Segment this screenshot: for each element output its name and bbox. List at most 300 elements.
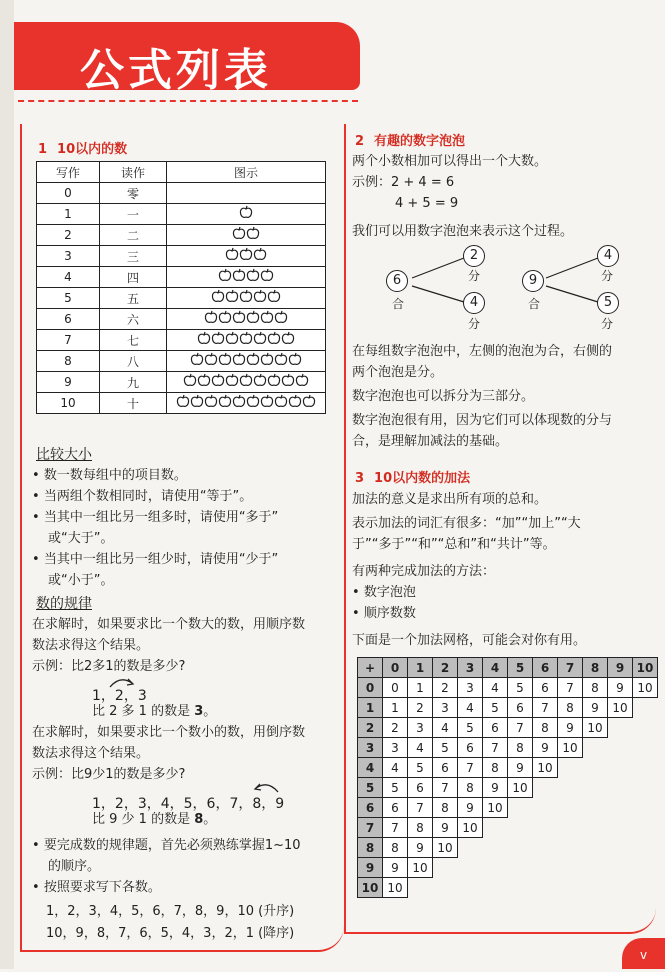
written-number: 5 xyxy=(37,288,100,309)
table-row xyxy=(37,246,326,267)
grid-sum-cell: 8 xyxy=(408,818,433,838)
grid-sum-cell: 5 xyxy=(383,778,408,798)
table-row xyxy=(37,393,326,414)
grid-row-header: 2 xyxy=(358,718,383,738)
part-label: 分 xyxy=(468,317,481,331)
grid-empty-cell xyxy=(633,718,658,738)
list-item: • 数一数每组中的项目数。 xyxy=(32,466,187,486)
paragraph: 有两种完成加法的方法： xyxy=(352,564,496,579)
grid-sum-cell: 4 xyxy=(433,718,458,738)
apple-icon xyxy=(260,313,274,328)
paragraph: 数字泡泡很有用，因为它们可以体现数的分与 xyxy=(352,413,613,428)
apple-icon xyxy=(281,376,295,391)
apple-icon xyxy=(246,313,260,328)
grid-sum-cell: 7 xyxy=(433,778,458,798)
grid-sum-cell: 8 xyxy=(458,778,483,798)
apple-icon xyxy=(267,334,281,349)
grid-empty-cell xyxy=(558,838,583,858)
apple-icon xyxy=(274,355,288,370)
grid-sum-cell: 6 xyxy=(483,718,508,738)
grid-row-header: 7 xyxy=(358,818,383,838)
grid-empty-cell xyxy=(633,838,658,858)
grid-empty-cell xyxy=(608,798,633,818)
paragraph: 两个泡泡是分。 xyxy=(352,365,444,380)
apple-icon xyxy=(218,397,232,412)
grid-sum-cell: 10 xyxy=(383,878,408,898)
written-number: 4 xyxy=(37,267,100,288)
grid-row-header: 6 xyxy=(358,798,383,818)
grid-sum-cell: 7 xyxy=(483,738,508,758)
list-item: • 当两组个数相同时，请使用“等于”。 xyxy=(32,487,252,507)
apple-icon xyxy=(232,313,246,328)
grid-header-cell: 3 xyxy=(458,658,483,678)
grid-empty-cell xyxy=(583,878,608,898)
apple-icon xyxy=(267,292,281,307)
grid-empty-cell xyxy=(558,778,583,798)
grid-empty-cell xyxy=(583,818,608,838)
grid-sum-cell: 4 xyxy=(383,758,408,778)
grid-sum-cell: 1 xyxy=(408,678,433,698)
paragraph: 在求解时，如果要求比一个数大的数，用顺序数 xyxy=(32,617,306,632)
apple-icon xyxy=(211,376,225,391)
grid-row-header: 4 xyxy=(358,758,383,778)
grid-empty-cell xyxy=(508,858,533,878)
list-item-cont: 或“小于”。 xyxy=(48,573,114,588)
grid-sum-cell: 3 xyxy=(433,698,458,718)
read-number: 一 xyxy=(100,204,167,225)
grid-sum-cell: 6 xyxy=(533,678,558,698)
grid-empty-cell xyxy=(608,718,633,738)
grid-sum-cell: 6 xyxy=(383,798,408,818)
apple-icon xyxy=(176,397,190,412)
apple-icon xyxy=(246,229,260,244)
numbers-table xyxy=(36,161,326,414)
pattern-heading: 数的规律 xyxy=(36,596,92,612)
apple-icon xyxy=(260,271,274,286)
read-number: 六 xyxy=(100,309,167,330)
read-number: 三 xyxy=(100,246,167,267)
whole-bubble: 9 xyxy=(522,270,544,292)
grid-sum-cell: 4 xyxy=(458,698,483,718)
grid-empty-cell xyxy=(533,878,558,898)
section-1-heading xyxy=(38,138,127,157)
grid-header-cell: 6 xyxy=(533,658,558,678)
addition-grid xyxy=(357,657,658,898)
table-header: 图示 xyxy=(167,162,326,183)
grid-empty-cell xyxy=(483,878,508,898)
apple-icon xyxy=(288,355,302,370)
grid-sum-cell: 9 xyxy=(508,758,533,778)
grid-empty-cell xyxy=(608,858,633,878)
grid-sum-cell: 7 xyxy=(533,698,558,718)
paragraph: 两个小数相加可以得出一个大数。 xyxy=(352,154,548,169)
apple-icon xyxy=(218,271,232,286)
page-edge xyxy=(0,0,14,969)
grid-sum-cell: 8 xyxy=(558,698,583,718)
grid-sum-cell: 6 xyxy=(508,698,533,718)
apple-icon xyxy=(246,271,260,286)
grid-sum-cell: 10 xyxy=(458,818,483,838)
grid-row xyxy=(358,838,658,858)
grid-row-header: 3 xyxy=(358,738,383,758)
grid-header-cell: 1 xyxy=(408,658,433,678)
apple-icon xyxy=(239,250,253,265)
grid-empty-cell xyxy=(583,838,608,858)
apple-icon xyxy=(253,376,267,391)
example-sequence: 1，2，3，4，5，6，7，8，9 xyxy=(92,796,285,812)
example-answer: 比 2 多 1 的数是 3。 xyxy=(92,704,217,719)
grid-sum-cell: 10 xyxy=(633,678,658,698)
list-item: • 顺序数数 xyxy=(352,604,416,624)
apple-icon xyxy=(260,397,274,412)
grid-row-header: 9 xyxy=(358,858,383,878)
section-title: 10以内的数 xyxy=(57,142,128,157)
grid-header-cell: 4 xyxy=(483,658,508,678)
grid-empty-cell xyxy=(583,738,608,758)
page-number-tab: v xyxy=(622,938,665,969)
apple-icon xyxy=(274,313,288,328)
written-number: 7 xyxy=(37,330,100,351)
grid-row-header: 1 xyxy=(358,698,383,718)
apple-icon xyxy=(302,397,316,412)
grid-empty-cell xyxy=(433,858,458,878)
apple-icon xyxy=(260,355,274,370)
grid-empty-cell xyxy=(583,758,608,778)
grid-empty-cell xyxy=(533,838,558,858)
apple-icon xyxy=(253,292,267,307)
table-row xyxy=(37,225,326,246)
read-number: 八 xyxy=(100,351,167,372)
table-row xyxy=(37,372,326,393)
read-number: 二 xyxy=(100,225,167,246)
paragraph: 在求解时，如果要求比一个数小的数，用倒序数 xyxy=(32,725,306,740)
grid-row xyxy=(358,878,658,898)
grid-sum-cell: 5 xyxy=(433,738,458,758)
apple-icon xyxy=(225,292,239,307)
whole-bubble: 6 xyxy=(386,270,408,292)
list-item: • 数字泡泡 xyxy=(352,583,416,603)
apple-icon xyxy=(232,397,246,412)
table-row xyxy=(37,204,326,225)
grid-empty-cell xyxy=(608,838,633,858)
grid-empty-cell xyxy=(458,838,483,858)
grid-empty-cell xyxy=(483,818,508,838)
grid-sum-cell: 10 xyxy=(433,838,458,858)
grid-row-header: 10 xyxy=(358,878,383,898)
section-number: 2 xyxy=(355,134,365,149)
apple-illustration xyxy=(167,288,326,309)
paragraph: 合，是理解加减法的基础。 xyxy=(352,434,509,449)
grid-empty-cell xyxy=(433,878,458,898)
apple-icon xyxy=(225,250,239,265)
grid-header-cell: 10 xyxy=(633,658,658,678)
example-line: 4 + 5 = 9 xyxy=(395,196,459,211)
apple-icon xyxy=(267,376,281,391)
apple-icon xyxy=(211,292,225,307)
grid-header-cell: + xyxy=(358,658,383,678)
grid-row xyxy=(358,678,658,698)
paragraph: 于”“多于”“和”“总和”和“共计”等。 xyxy=(352,537,556,552)
grid-sum-cell: 9 xyxy=(408,838,433,858)
grid-header-cell: 0 xyxy=(383,658,408,678)
paragraph: 数法求得这个结果。 xyxy=(32,746,150,761)
grid-empty-cell xyxy=(583,858,608,878)
written-number: 0 xyxy=(37,183,100,204)
grid-sum-cell: 2 xyxy=(408,698,433,718)
grid-sum-cell: 7 xyxy=(458,758,483,778)
grid-header-cell: 5 xyxy=(508,658,533,678)
section-title: 有趣的数字泡泡 xyxy=(374,134,466,149)
descending-order: 10，9，8，7，6，5，4，3，2，1 (降序) xyxy=(46,926,295,941)
grid-sum-cell: 9 xyxy=(533,738,558,758)
grid-sum-cell: 2 xyxy=(383,718,408,738)
title-divider xyxy=(18,100,358,102)
grid-empty-cell xyxy=(558,798,583,818)
read-number: 七 xyxy=(100,330,167,351)
grid-empty-cell xyxy=(483,858,508,878)
grid-sum-cell: 4 xyxy=(483,678,508,698)
apple-illustration xyxy=(167,351,326,372)
table-row xyxy=(37,351,326,372)
grid-empty-cell xyxy=(583,798,608,818)
apple-icon xyxy=(288,397,302,412)
grid-empty-cell xyxy=(483,838,508,858)
ascending-order: 1，2，3，4，5，6，7，8，9，10 (升序) xyxy=(46,904,295,919)
grid-sum-cell: 8 xyxy=(483,758,508,778)
apple-illustration xyxy=(167,246,326,267)
grid-sum-cell: 7 xyxy=(558,678,583,698)
grid-row xyxy=(358,778,658,798)
section-title: 10以内数的加法 xyxy=(374,471,471,486)
part-bubble: 2 xyxy=(463,245,485,267)
example-answer: 比 9 少 1 的数是 8。 xyxy=(92,812,217,827)
grid-empty-cell xyxy=(533,798,558,818)
grid-empty-cell xyxy=(583,778,608,798)
example-question: 示例：比2多1的数是多少? xyxy=(32,659,186,674)
written-number: 2 xyxy=(37,225,100,246)
grid-row-header: 0 xyxy=(358,678,383,698)
grid-sum-cell: 3 xyxy=(458,678,483,698)
read-number: 四 xyxy=(100,267,167,288)
grid-empty-cell xyxy=(558,818,583,838)
grid-row-header: 8 xyxy=(358,838,383,858)
grid-sum-cell: 9 xyxy=(558,718,583,738)
grid-sum-cell: 9 xyxy=(608,678,633,698)
grid-empty-cell xyxy=(633,758,658,778)
grid-row xyxy=(358,698,658,718)
grid-empty-cell xyxy=(533,778,558,798)
part-label: 分 xyxy=(601,317,614,331)
grid-empty-cell xyxy=(633,698,658,718)
grid-sum-cell: 5 xyxy=(483,698,508,718)
grid-row xyxy=(358,798,658,818)
read-number: 九 xyxy=(100,372,167,393)
apple-icon xyxy=(225,334,239,349)
grid-sum-cell: 9 xyxy=(383,858,408,878)
grid-sum-cell: 8 xyxy=(433,798,458,818)
grid-sum-cell: 3 xyxy=(383,738,408,758)
example-question: 示例：比9少1的数是多少? xyxy=(32,767,186,782)
apple-icon xyxy=(253,334,267,349)
grid-empty-cell xyxy=(508,838,533,858)
apple-icon xyxy=(204,355,218,370)
apple-icon xyxy=(239,208,253,223)
grid-sum-cell: 10 xyxy=(583,718,608,738)
apple-icon xyxy=(239,376,253,391)
apple-icon xyxy=(218,355,232,370)
apple-icon xyxy=(183,376,197,391)
example-line: 示例：2 + 4 = 6 xyxy=(352,175,455,190)
paragraph: 表示加法的词汇有很多：“加”“加上”“大 xyxy=(352,516,581,531)
apple-icon xyxy=(246,355,260,370)
apple-illustration xyxy=(167,183,326,204)
grid-empty-cell xyxy=(458,858,483,878)
grid-row xyxy=(358,818,658,838)
grid-empty-cell xyxy=(458,878,483,898)
grid-sum-cell: 9 xyxy=(583,698,608,718)
grid-empty-cell xyxy=(633,778,658,798)
grid-empty-cell xyxy=(508,798,533,818)
grid-sum-cell: 7 xyxy=(508,718,533,738)
apple-icon xyxy=(239,334,253,349)
grid-sum-cell: 10 xyxy=(408,858,433,878)
part-label: 分 xyxy=(601,269,614,283)
table-row xyxy=(37,288,326,309)
compare-heading: 比较大小 xyxy=(36,447,92,463)
apple-icon xyxy=(232,355,246,370)
whole-label: 合 xyxy=(528,297,541,311)
written-number: 1 xyxy=(37,204,100,225)
section-2-heading xyxy=(355,130,465,149)
apple-icon xyxy=(218,313,232,328)
apple-icon xyxy=(204,313,218,328)
list-item-cont: 的顺序。 xyxy=(48,859,101,874)
grid-sum-cell: 1 xyxy=(383,698,408,718)
grid-sum-cell: 8 xyxy=(533,718,558,738)
list-item: • 按照要求写下各数。 xyxy=(32,878,161,898)
grid-sum-cell: 10 xyxy=(508,778,533,798)
grid-empty-cell xyxy=(533,858,558,878)
grid-sum-cell: 2 xyxy=(433,678,458,698)
grid-empty-cell xyxy=(558,758,583,778)
grid-empty-cell xyxy=(533,818,558,838)
grid-row xyxy=(358,718,658,738)
list-item-cont: 或“大于”。 xyxy=(48,531,114,546)
apple-icon xyxy=(225,376,239,391)
grid-row-header: 5 xyxy=(358,778,383,798)
grid-sum-cell: 9 xyxy=(483,778,508,798)
whole-label: 合 xyxy=(392,297,405,311)
table-row xyxy=(37,330,326,351)
example-sequence: 1，2，3 xyxy=(92,688,147,704)
list-item: • 当其中一组比另一组少时，请使用“少于” xyxy=(32,550,278,570)
grid-sum-cell: 5 xyxy=(408,758,433,778)
answer-value: 8 xyxy=(194,812,204,827)
list-item: • 当其中一组比另一组多时，请使用“多于” xyxy=(32,508,278,528)
section-number: 1 xyxy=(38,142,48,157)
table-header: 写作 xyxy=(37,162,100,183)
grid-header-cell: 2 xyxy=(433,658,458,678)
grid-sum-cell: 0 xyxy=(383,678,408,698)
grid-sum-cell: 9 xyxy=(458,798,483,818)
grid-sum-cell: 8 xyxy=(383,838,408,858)
grid-empty-cell xyxy=(608,738,633,758)
apple-icon xyxy=(253,250,267,265)
part-bubble: 4 xyxy=(597,245,619,267)
grid-sum-cell: 5 xyxy=(508,678,533,698)
written-number: 10 xyxy=(37,393,100,414)
grid-sum-cell: 10 xyxy=(558,738,583,758)
apple-icon xyxy=(281,334,295,349)
grid-sum-cell: 9 xyxy=(433,818,458,838)
paragraph: 下面是一个加法网格，可能会对你有用。 xyxy=(352,633,587,648)
grid-empty-cell xyxy=(633,738,658,758)
grid-sum-cell: 7 xyxy=(383,818,408,838)
apple-icon xyxy=(190,397,204,412)
grid-sum-cell: 10 xyxy=(533,758,558,778)
grid-sum-cell: 3 xyxy=(408,718,433,738)
part-bubble: 5 xyxy=(597,292,619,314)
written-number: 3 xyxy=(37,246,100,267)
grid-sum-cell: 7 xyxy=(408,798,433,818)
grid-empty-cell xyxy=(558,858,583,878)
read-number: 十 xyxy=(100,393,167,414)
grid-empty-cell xyxy=(558,878,583,898)
apple-illustration xyxy=(167,204,326,225)
grid-row xyxy=(358,738,658,758)
grid-row xyxy=(358,858,658,878)
grid-empty-cell xyxy=(508,878,533,898)
grid-sum-cell: 8 xyxy=(508,738,533,758)
table-header: 读作 xyxy=(100,162,167,183)
grid-header-cell: 9 xyxy=(608,658,633,678)
part-bubble: 4 xyxy=(463,292,485,314)
apple-illustration xyxy=(167,372,326,393)
grid-empty-cell xyxy=(608,778,633,798)
list-item: • 要完成数的规律题，首先必须熟练掌握1~10 xyxy=(32,836,301,856)
part-label: 分 xyxy=(468,269,481,283)
grid-empty-cell xyxy=(633,858,658,878)
apple-icon xyxy=(232,229,246,244)
grid-empty-cell xyxy=(608,818,633,838)
grid-sum-cell: 6 xyxy=(408,778,433,798)
grid-empty-cell xyxy=(633,878,658,898)
section-3-heading xyxy=(355,467,470,486)
written-number: 6 xyxy=(37,309,100,330)
apple-icon xyxy=(239,292,253,307)
grid-empty-cell xyxy=(408,878,433,898)
paragraph: 数法求得这个结果。 xyxy=(32,638,150,653)
grid-header-cell: 8 xyxy=(583,658,608,678)
apple-icon xyxy=(211,334,225,349)
table-row xyxy=(37,309,326,330)
apple-icon xyxy=(246,397,260,412)
answer-text: 比 9 少 1 的数是 xyxy=(92,812,195,827)
apple-icon xyxy=(295,376,309,391)
read-number: 零 xyxy=(100,183,167,204)
table-row xyxy=(37,267,326,288)
apple-icon xyxy=(274,397,288,412)
grid-sum-cell: 5 xyxy=(458,718,483,738)
page-title: 公式列表 xyxy=(80,45,272,96)
paragraph: 我们可以用数字泡泡来表示这个过程。 xyxy=(352,224,574,239)
apple-illustration xyxy=(167,309,326,330)
written-number: 8 xyxy=(37,351,100,372)
grid-sum-cell: 4 xyxy=(408,738,433,758)
table-row xyxy=(37,183,326,204)
grid-sum-cell: 6 xyxy=(458,738,483,758)
answer-value: 3 xyxy=(194,704,204,719)
